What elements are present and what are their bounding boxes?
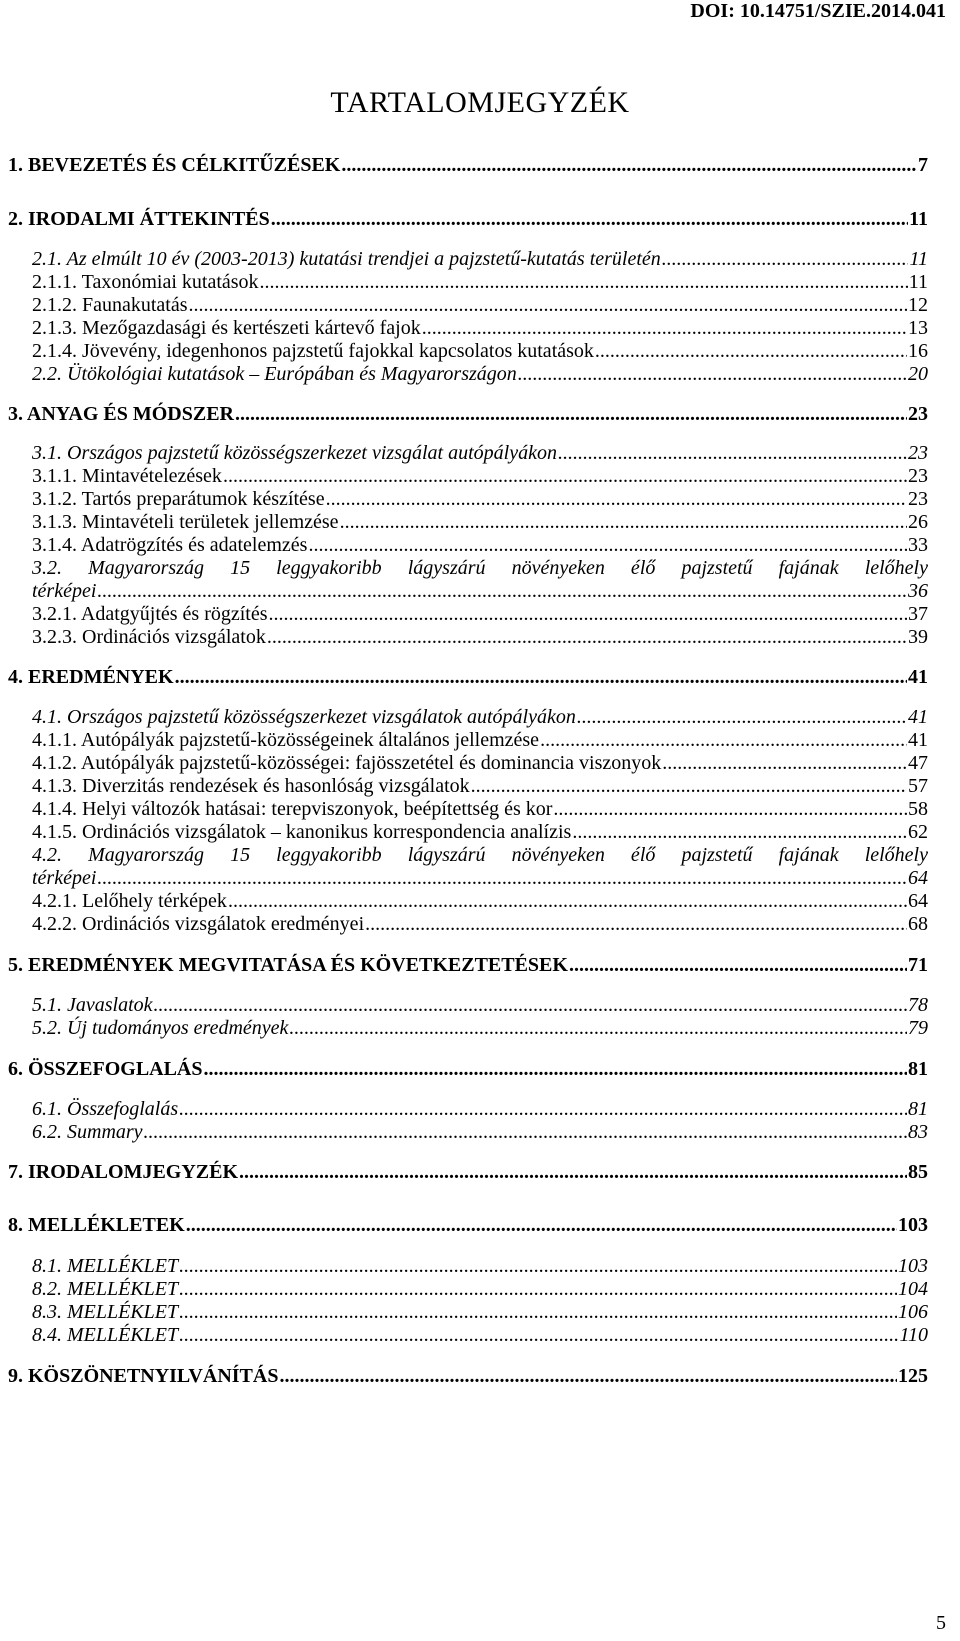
toc-leader-dots [553, 798, 907, 821]
toc-leader-dots [144, 1121, 907, 1144]
toc-entry-4-1[interactable] [32, 706, 928, 729]
toc-entry-3-2-1[interactable] [32, 603, 928, 626]
toc-entry-label: 1. BEVEZETÉS ÉS CÉLKITŰZÉSEK [8, 154, 341, 176]
toc-entry-4-1-3[interactable] [32, 775, 928, 798]
toc-entry-label: 2.1.1. Taxonómiai kutatások [32, 271, 259, 293]
toc-entry-page: 81 [908, 1098, 928, 1120]
toc-entry-page: 41 [908, 706, 928, 728]
toc-entry-6-1[interactable] [32, 1098, 928, 1121]
toc-entry-6[interactable] [8, 1058, 928, 1081]
toc-title: TARTALOMJEGYZÉK [330, 86, 630, 119]
toc-entry-9[interactable] [8, 1365, 928, 1388]
toc-leader-dots [154, 994, 907, 1017]
doi-header: DOI: 10.14751/SZIE.2014.041 [690, 0, 946, 22]
toc-entry-1[interactable] [8, 154, 928, 177]
toc-entry-label: 5.1. Javaslatok [32, 994, 153, 1016]
toc-entry-page: 85 [908, 1161, 928, 1183]
toc-entry-label: 8.4. MELLÉKLET [32, 1324, 179, 1346]
toc-leader-dots [326, 488, 907, 511]
toc-leader-dots [558, 442, 907, 465]
toc-entry-3-2-line1[interactable]: 3.2. Magyarország 15 leggyakoribb lágyszárú növényeken élő pajzstetű fajának lelőhely [32, 557, 928, 579]
toc-leader-dots [308, 534, 907, 557]
toc-entry-5-2[interactable] [32, 1017, 928, 1040]
toc-entry-label: 4.1. Országos pajzstetű közösségszerkezet vizsgálatok autópályákon [32, 706, 576, 728]
toc-entry-label: 3.1.4. Adatrögzítés és adatelemzés [32, 534, 308, 556]
toc-entry-label: 6.1. Összefoglalás [32, 1098, 179, 1120]
toc-entry-label: 3.2.1. Adatgyűjtés és rögzítés [32, 603, 268, 625]
toc-entry-label: 4.1.3. Diverzitás rendezések és hasonlóság vizsgálatok [32, 775, 470, 797]
toc-entry-4-1-1[interactable] [32, 729, 928, 752]
toc-entry-label: 6. ÖSSZEFOGLALÁS [8, 1058, 203, 1080]
toc-entry-page: 23 [908, 403, 928, 425]
toc-entry-page: 39 [908, 626, 928, 648]
toc-entry-page: 71 [908, 954, 928, 976]
toc-entry-page: 36 [908, 580, 928, 602]
toc-entry-page: 23 [908, 488, 928, 510]
toc-entry-6-2[interactable] [32, 1121, 928, 1144]
toc-leader-dots [204, 1058, 907, 1081]
toc-entry-page: 41 [908, 729, 928, 751]
toc-leader-dots [422, 317, 907, 340]
toc-leader-dots [540, 729, 907, 752]
toc-entry-label: 9. KÖSZÖNETNYILVÁNÍTÁS [8, 1365, 279, 1387]
toc-entry-label: 3.1.3. Mintavételi területek jellemzése [32, 511, 339, 533]
toc-entry-page: 57 [908, 775, 928, 797]
toc-leader-dots [662, 248, 909, 271]
toc-entry-page: 12 [908, 294, 928, 316]
toc-entry-label: 8. MELLÉKLETEK [8, 1214, 185, 1236]
toc-entry-8-3[interactable] [32, 1301, 928, 1324]
toc-entry-page: 106 [898, 1301, 928, 1323]
toc-entry-page: 64 [908, 867, 928, 889]
toc-entry-label: 2.2. Ütökológiai kutatások – Európában és Magyarországon [32, 363, 517, 385]
toc-leader-dots [341, 154, 917, 177]
toc-leader-dots [179, 1255, 897, 1278]
toc-leader-dots [271, 208, 908, 231]
toc-entry-8-4[interactable] [32, 1324, 928, 1347]
toc-leader-dots [179, 1278, 897, 1301]
toc-entry-label: 2.1.4. Jövevény, idegenhonos pajzstetű fajokkal kapcsolatos kutatások [32, 340, 594, 362]
toc-entry-2-1-2[interactable] [32, 294, 928, 317]
toc-entry-4-2-2[interactable] [32, 913, 928, 936]
toc-entry-4-2-line2[interactable] [32, 867, 928, 890]
toc-entry-page: 83 [908, 1121, 928, 1143]
toc-entry-3[interactable] [8, 403, 928, 426]
toc-entry-label: 8.1. MELLÉKLET [32, 1255, 179, 1277]
toc-entry-page: 20 [908, 363, 928, 385]
toc-entry-8-2[interactable] [32, 1278, 928, 1301]
toc-entry-3-2-3[interactable] [32, 626, 928, 649]
toc-entry-4-2-line1[interactable]: 4.2. Magyarország 15 leggyakoribb lágyszárú növényeken élő pajzstetű fajának lelőhely [32, 844, 928, 866]
toc-entry-page: 33 [908, 534, 928, 556]
toc-entry-label: 2. IRODALMI ÁTTEKINTÉS [8, 208, 270, 230]
toc-entry-page: 79 [908, 1017, 928, 1039]
toc-entry-4-1-2[interactable] [32, 752, 928, 775]
toc-entry-label: 5. EREDMÉNYEK MEGVITATÁSA ÉS KÖVETKEZTETÉSEK [8, 954, 568, 976]
toc-leader-dots [223, 465, 907, 488]
toc-entry-label: 4.1.4. Helyi változók hatásai: terepviszonyok, beépítettség és kor [32, 798, 553, 820]
toc-entry-label: 4.1.1. Autópályák pajzstetű-közösségeinek általános jellemzése [32, 729, 540, 751]
toc-entry-2-2[interactable] [32, 363, 928, 386]
toc-entry-page: 11 [909, 248, 928, 270]
toc-entry-label: 4.1.2. Autópályák pajzstetű-közösségei: fajösszetétel és dominancia viszonyok [32, 752, 662, 774]
toc-entry-page: 78 [908, 994, 928, 1016]
toc-entry-page: 16 [908, 340, 928, 362]
toc-leader-dots [577, 706, 907, 729]
toc-leader-dots [228, 890, 907, 913]
toc-entry-3-1[interactable] [32, 442, 928, 465]
toc-entry-page: 103 [898, 1255, 928, 1277]
toc-entry-5[interactable] [8, 954, 928, 977]
toc-entry-3-1-2[interactable] [32, 488, 928, 511]
toc-entry-8-1[interactable] [32, 1255, 928, 1278]
toc-entry-3-1-3[interactable] [32, 511, 928, 534]
toc-entry-label: térképei [32, 580, 97, 602]
toc-leader-dots [186, 1214, 897, 1237]
toc-leader-dots [179, 1098, 907, 1121]
toc-entry-label: 3.1. Országos pajzstetű közösségszerkezet vizsgálat autópályákon [32, 442, 557, 464]
toc-entry-label: térképei [32, 867, 97, 889]
toc-entry-page: 103 [898, 1214, 928, 1236]
toc-entry-label: 4. EREDMÉNYEK [8, 666, 174, 688]
toc-leader-dots [365, 913, 907, 936]
toc-leader-dots [662, 752, 907, 775]
toc-leader-dots [572, 821, 907, 844]
toc-leader-dots [595, 340, 907, 363]
toc-entry-label: 3.1.2. Tartós preparátumok készítése [32, 488, 325, 510]
toc-entry-label: 8.2. MELLÉKLET [32, 1278, 179, 1300]
toc-entry-page: 58 [908, 798, 928, 820]
toc-leader-dots [569, 954, 907, 977]
toc-entry-3-1-4[interactable] [32, 534, 928, 557]
toc-entry-label: 8.3. MELLÉKLET [32, 1301, 179, 1323]
toc-leader-dots [239, 1161, 907, 1184]
toc-entry-2-1-3[interactable] [32, 317, 928, 340]
toc-entry-label: 4.1.5. Ordinációs vizsgálatok – kanonikus korrespondencia analízis [32, 821, 572, 843]
toc-entry-page: 26 [908, 511, 928, 533]
toc-entry-7[interactable] [8, 1161, 928, 1184]
toc-entry-4[interactable] [8, 666, 928, 689]
toc-entry-page: 104 [898, 1278, 928, 1300]
toc-entry-page: 47 [908, 752, 928, 774]
toc-entry-3-2-line2[interactable] [32, 580, 928, 603]
toc-leader-dots [235, 403, 907, 426]
toc-entry-5-1[interactable] [32, 994, 928, 1017]
toc-entry-label: 7. IRODALOMJEGYZÉK [8, 1161, 239, 1183]
toc-entry-4-1-5[interactable] [32, 821, 928, 844]
toc-entry-page: 7 [918, 154, 928, 176]
toc-entry-page: 125 [898, 1365, 928, 1387]
toc-entry-label: 2.1. Az elmúlt 10 év (2003-2013) kutatási trendjei a pajzstetű-kutatás területén [32, 248, 661, 270]
toc-leader-dots [279, 1365, 897, 1388]
toc-entry-2-1-1[interactable] [32, 271, 928, 294]
toc-entry-page: 64 [908, 890, 928, 912]
toc-leader-dots [260, 271, 908, 294]
toc-entry-page: 68 [908, 913, 928, 935]
toc-entry-3-1-1[interactable] [32, 465, 928, 488]
toc-entry-page: 37 [908, 603, 928, 625]
toc-leader-dots [179, 1301, 897, 1324]
toc-entry-label: 6.2. Summary [32, 1121, 143, 1143]
toc-entry-page: 23 [908, 465, 928, 487]
toc-leader-dots [97, 580, 907, 603]
toc-entry-page: 11 [909, 208, 928, 230]
toc-leader-dots [269, 603, 907, 626]
toc-entry-8[interactable] [8, 1214, 928, 1237]
toc-leader-dots [175, 666, 907, 689]
toc-leader-dots [267, 626, 907, 649]
toc-entry-2-1[interactable] [32, 248, 928, 271]
toc-leader-dots [179, 1324, 898, 1347]
toc-entry-2[interactable] [8, 208, 928, 231]
toc-entry-label: 3.1.1. Mintavételezések [32, 465, 222, 487]
toc-entry-2-1-4[interactable] [32, 340, 928, 363]
toc-entry-label: 3. ANYAG ÉS MÓDSZER [8, 403, 234, 425]
toc-entry-4-1-4[interactable] [32, 798, 928, 821]
toc-leader-dots [97, 867, 907, 890]
toc-entry-page: 62 [908, 821, 928, 843]
toc-entry-page: 11 [908, 271, 928, 293]
toc-leader-dots [471, 775, 907, 798]
toc-entry-label: 4.2.2. Ordinációs vizsgálatok eredményei [32, 913, 365, 935]
toc-entry-page: 41 [908, 666, 928, 688]
toc-entry-page: 23 [908, 442, 928, 464]
toc-entry-label: 2.1.3. Mezőgazdasági és kertészeti kártevő fajok [32, 317, 421, 339]
toc-leader-dots [289, 1017, 907, 1040]
toc-entry-label: 5.2. Új tudományos eredmények [32, 1017, 289, 1039]
toc-entry-label: 4.2.1. Lelőhely térképek [32, 890, 227, 912]
toc-entry-page: 81 [908, 1058, 928, 1080]
toc-leader-dots [189, 294, 907, 317]
page-number: 5 [936, 1612, 946, 1634]
toc-entry-page: 110 [899, 1324, 928, 1346]
toc-leader-dots [340, 511, 907, 534]
toc-entry-label: 3.2.3. Ordinációs vizsgálatok [32, 626, 266, 648]
toc-entry-page: 13 [908, 317, 928, 339]
toc-entry-label: 2.1.2. Faunakutatás [32, 294, 188, 316]
toc-entry-4-2-1[interactable] [32, 890, 928, 913]
toc-leader-dots [518, 363, 907, 386]
